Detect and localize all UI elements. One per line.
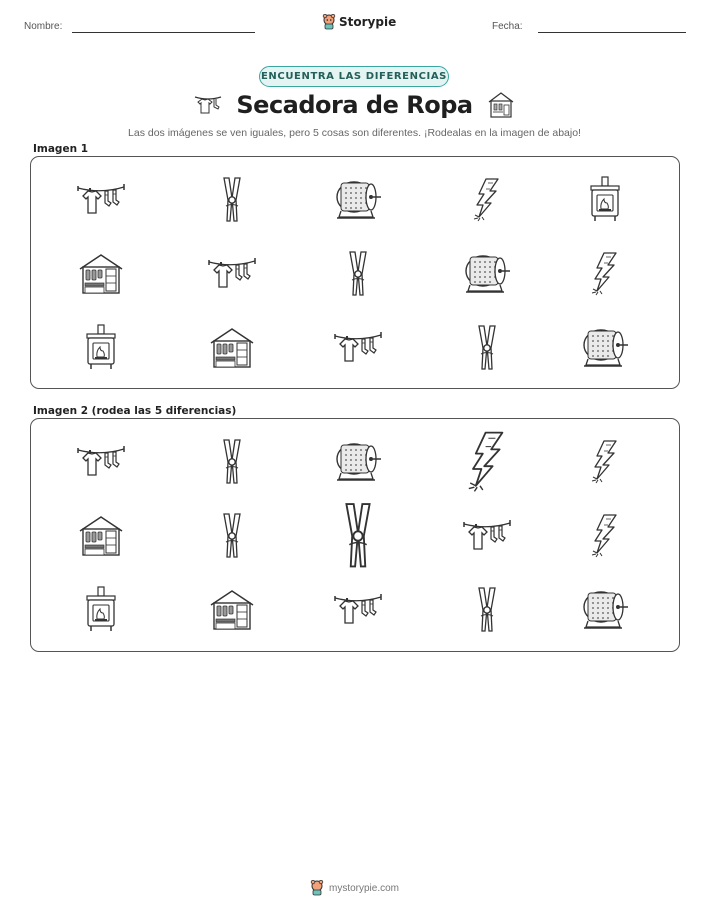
- lightning-bolt-icon[interactable]: [442, 420, 532, 504]
- picture1-label: Imagen 1: [33, 143, 89, 155]
- dryer-drum-icon[interactable]: [326, 432, 390, 492]
- stove-icon[interactable]: [69, 580, 133, 640]
- lightning-bolt-icon[interactable]: [573, 506, 637, 566]
- stove-icon: [69, 318, 133, 378]
- clothespin-icon: [326, 244, 390, 304]
- clothesline-icon: [69, 170, 133, 230]
- clothesline-icon[interactable]: [69, 432, 133, 492]
- clothesline-icon[interactable]: [326, 580, 390, 640]
- dryer-drum-icon: [573, 318, 637, 378]
- laundry-room-icon: [69, 244, 133, 304]
- picture2-label: Imagen 2 (rodea las 5 diferencias): [33, 405, 237, 417]
- clothespin-icon[interactable]: [312, 493, 405, 580]
- title-row: [0, 91, 709, 119]
- laundry-room-icon[interactable]: [200, 580, 264, 640]
- clothespin-icon[interactable]: [200, 506, 264, 566]
- clothespin-icon[interactable]: [455, 580, 519, 640]
- clothesline-icon[interactable]: [455, 506, 519, 566]
- clothesline-icon: [200, 244, 264, 304]
- page-title: Secadora de Ropa: [236, 91, 473, 119]
- dryer-drum-icon: [326, 170, 390, 230]
- clothespin-icon[interactable]: [200, 432, 264, 492]
- storypie-mascot-icon: [310, 880, 324, 896]
- stove-icon: [573, 170, 637, 230]
- lightning-bolt-icon: [573, 244, 637, 304]
- footer: [0, 880, 709, 896]
- clothesline-icon: [326, 318, 390, 378]
- laundry-room-icon: [487, 91, 515, 119]
- activity-badge: ENCUENTRA LAS DIFERENCIAS: [259, 66, 449, 87]
- clothespin-icon: [455, 318, 519, 378]
- date-label: Fecha:: [492, 21, 523, 32]
- clothespin-icon: [200, 170, 264, 230]
- storypie-logo: [322, 14, 396, 30]
- name-label: Nombre:: [24, 21, 63, 32]
- picture1-panel: [30, 156, 680, 389]
- laundry-room-icon[interactable]: [69, 506, 133, 566]
- picture2-panel[interactable]: [30, 418, 680, 652]
- name-field[interactable]: [72, 32, 255, 33]
- logo-text: Storypie: [339, 15, 397, 29]
- lightning-bolt-icon: [455, 170, 519, 230]
- instructions: Las dos imágenes se ven iguales, pero 5 cosas son diferentes. ¡Rodealas en la imagen de abajo!: [128, 127, 581, 139]
- footer-url[interactable]: mystorypie.com: [328, 882, 399, 894]
- clothesline-icon: [194, 93, 222, 117]
- laundry-room-icon: [200, 318, 264, 378]
- dryer-drum-icon: [455, 244, 519, 304]
- dryer-drum-icon[interactable]: [573, 580, 637, 640]
- storypie-mascot-icon: [322, 14, 336, 30]
- date-field[interactable]: [538, 32, 686, 33]
- lightning-bolt-icon[interactable]: [573, 432, 637, 492]
